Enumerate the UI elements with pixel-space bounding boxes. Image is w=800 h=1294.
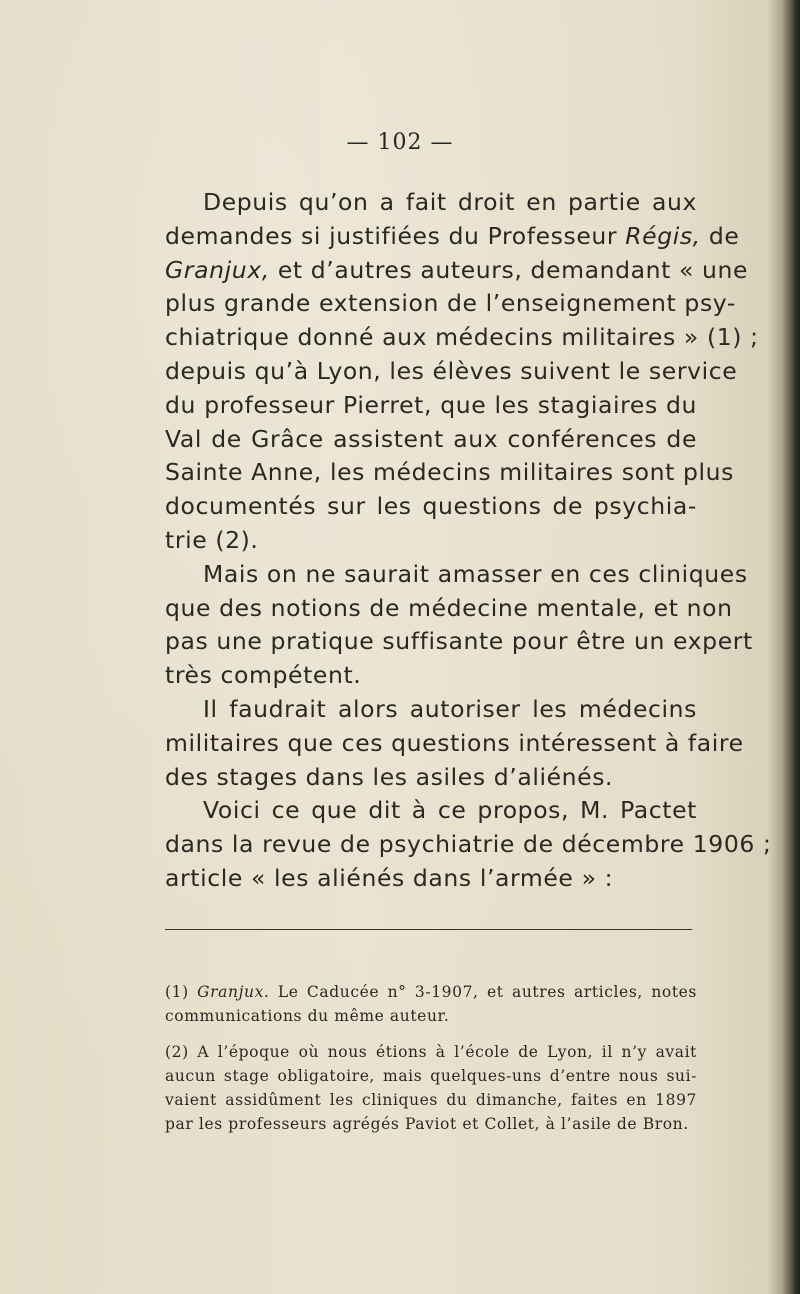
text-run: Le Caducée n° 3-1907, et autres articles, notes [269, 983, 697, 1001]
text-run: (2) A l’époque où nous étions à l’école de Lyon, il n’y avait [165, 1043, 697, 1061]
text-run: Val de Grâce assistent aux conférences de [165, 424, 697, 453]
paragraph [165, 693, 744, 794]
text-run: chiatrique donné aux médecins militaires » (1) ; [165, 323, 759, 352]
text-run: Mais on ne saurait amasser en ces cliniques [203, 559, 748, 588]
text-line [165, 727, 744, 761]
text-run: communications du même auteur. [165, 1007, 450, 1025]
text-run: très compétent. [165, 661, 362, 690]
text-run: du professeur Pierret, que les stagiaires du [165, 390, 697, 419]
text-run: par les professeurs agrégés Paviot et Collet, à l’asile de Bron. [165, 1115, 689, 1133]
text-line [165, 254, 749, 288]
paragraph [165, 186, 759, 558]
footnote [165, 980, 697, 1028]
text-line [165, 355, 738, 389]
text-line [165, 558, 748, 592]
text-run: demandes si justifiées du Professeur [165, 221, 626, 250]
text-run: des stages dans les asiles d’aliénés. [165, 762, 614, 791]
text-line [165, 625, 753, 659]
text-line [165, 524, 697, 558]
text-line [165, 693, 697, 727]
text-run: Voici ce que dit à ce propos, M. Pactet [203, 796, 697, 825]
text-run: militaires que ces questions intéressent à faire [165, 728, 744, 757]
text-line [165, 1040, 697, 1064]
text-line [165, 1112, 697, 1136]
text-run: documentés sur les questions de psychia- [165, 492, 697, 521]
text-line [165, 1064, 697, 1088]
text-line [165, 287, 736, 321]
footnotes [165, 980, 697, 1148]
text-run: et d’autres auteurs, demandant « une [269, 255, 749, 284]
text-line [165, 1088, 697, 1112]
body-text [165, 186, 772, 896]
text-run: pas une pratique suffisante pour être un expert [165, 627, 753, 656]
text-run: depuis qu’à Lyon, les élèves suivent le service [165, 356, 738, 385]
text-line [165, 423, 697, 457]
text-run: de [700, 221, 740, 250]
text-run: plus grande extension de l’enseignement psy- [165, 289, 736, 318]
paragraph [165, 794, 772, 895]
text-line [165, 1004, 697, 1028]
text-run: que des notions de médecine mentale, et non [165, 593, 733, 622]
text-line [165, 186, 697, 220]
page-edge-shadow [782, 0, 800, 1294]
text-run: article « les aliénés dans l’armée » : [165, 863, 614, 892]
text-line [165, 389, 697, 423]
text-run: aucun stage obligatoire, mais quelques-uns d’entre nous sui- [165, 1067, 697, 1085]
text-line [165, 980, 697, 1004]
paragraph [165, 558, 753, 693]
text-line [165, 828, 772, 862]
text-run: (1) [165, 983, 198, 1001]
text-run: vaient assidûment les cliniques du dimanche, faites en 1897 [165, 1091, 697, 1109]
text-run: trie (2). [165, 525, 259, 554]
text-line [165, 862, 697, 896]
text-line [165, 456, 734, 490]
text-line [165, 659, 697, 693]
footnote [165, 1040, 697, 1136]
page-number: — 102 — [346, 130, 454, 155]
text-run: Il faudrait alors autoriser les médecins [203, 694, 697, 723]
italic-run: Granjux, [165, 255, 270, 284]
text-run: Depuis qu’on a fait droit en partie aux [203, 188, 697, 216]
text-run: Sainte Anne, les médecins militaires sont plus [165, 458, 734, 487]
text-line [165, 761, 697, 795]
footnote-separator [165, 929, 692, 930]
text-line [165, 321, 759, 355]
text-line [165, 490, 697, 524]
text-line [165, 592, 733, 626]
italic-run: Régis, [625, 221, 701, 250]
text-line [165, 220, 740, 254]
text-line [165, 794, 697, 828]
italic-run: Granjux. [197, 983, 270, 1001]
text-run: dans la revue de psychiatrie de décembre 1906 ; [165, 830, 772, 859]
